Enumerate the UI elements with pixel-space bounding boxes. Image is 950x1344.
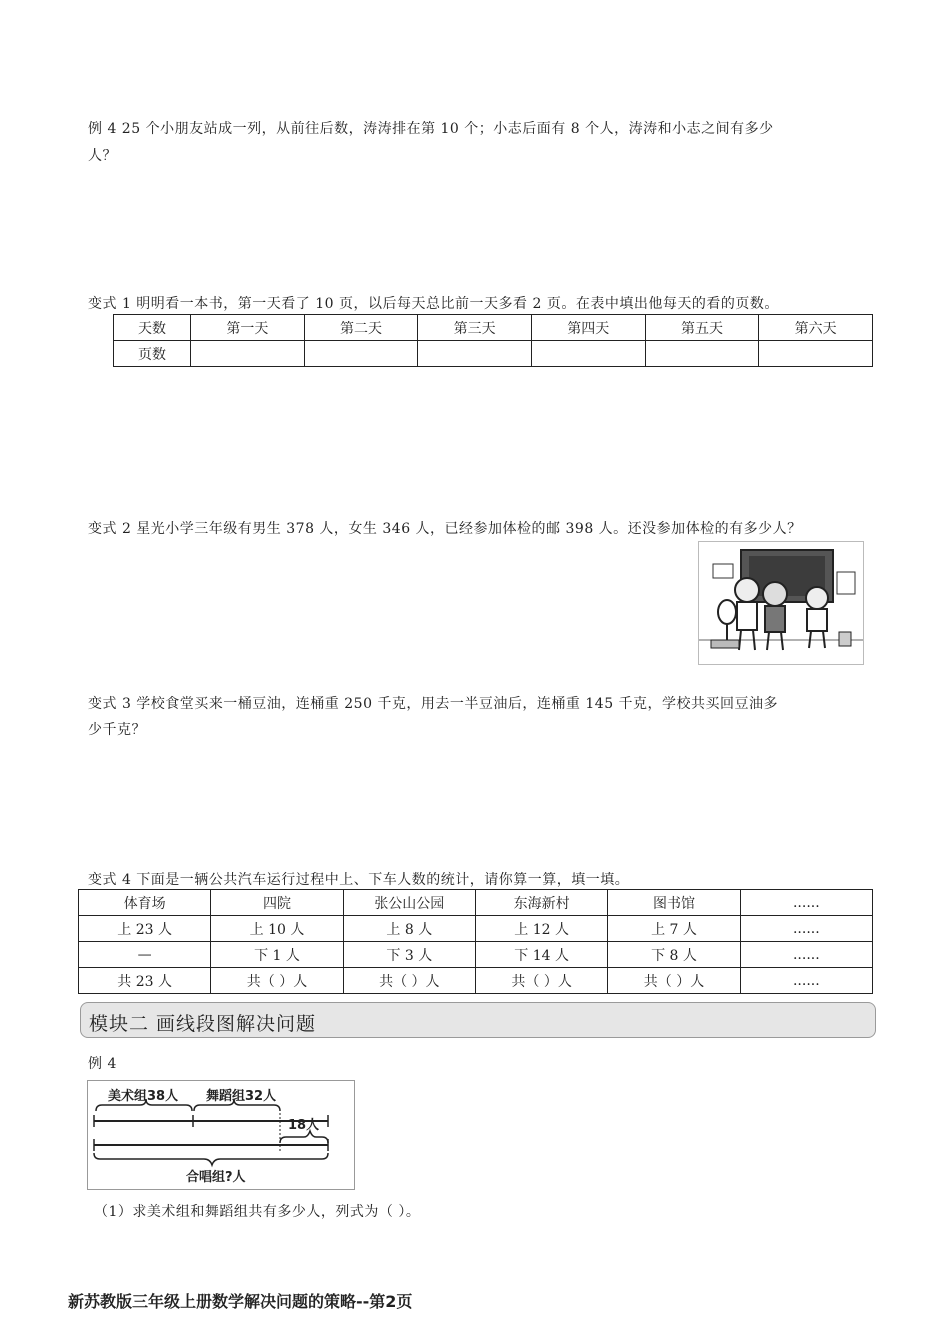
line-segment-diagram [87, 1080, 355, 1190]
table-cell: 张公山公园 [343, 890, 475, 916]
table-cell: 第五天 [645, 315, 759, 341]
variant1-text: 变式 1 明明看一本书，第一天看了 10 页，以后每天总比前一天多看 2 页。在表中填出他每天的看的页数。 [88, 296, 779, 312]
table-cell: 下 1 人 [211, 942, 343, 968]
table-cell: 第三天 [418, 315, 532, 341]
answer-cell[interactable]: 共（ ）人 [343, 968, 475, 994]
table-cell: 第一天 [191, 315, 305, 341]
answer-cell[interactable] [191, 341, 305, 367]
dance-group-label: 舞蹈组32人 [206, 1089, 277, 1104]
choir-group-label: 合唱组?人 [186, 1170, 246, 1185]
table-cell: — [79, 942, 211, 968]
table-row [114, 341, 873, 367]
answer-cell[interactable] [531, 341, 645, 367]
table-cell: 上 8 人 [343, 916, 475, 942]
table-row [79, 968, 873, 994]
table-cell: ...... [740, 890, 872, 916]
health-check-illustration [698, 541, 864, 665]
table-cell: ...... [740, 968, 872, 994]
answer-cell[interactable]: 共（ ）人 [608, 968, 740, 994]
table-cell: 上 10 人 [211, 916, 343, 942]
variant3-text-line1: 变式 3 学校食堂买来一桶豆油，连桶重 250 千克，用去一半豆油后，连桶重 145 千克，学校共买回豆油多 [88, 696, 779, 712]
page-footer: 新苏教版三年级上册数学解决问题的策略--第2页 [68, 1292, 413, 1311]
table-cell: 页数 [114, 341, 191, 367]
table-cell: 东海新村 [475, 890, 607, 916]
table-cell: 上 23 人 [79, 916, 211, 942]
table-cell: ...... [740, 942, 872, 968]
variant3-text-line2: 少千克？ [88, 722, 146, 738]
table-cell: 第二天 [304, 315, 418, 341]
table-cell: 上 7 人 [608, 916, 740, 942]
table-row [79, 942, 873, 968]
table-cell: 第四天 [531, 315, 645, 341]
table-row [114, 315, 873, 341]
question1-text: （1）求美术组和舞蹈组共有多少人，列式为（ ）。 [94, 1204, 421, 1220]
table-row [79, 890, 873, 916]
answer-cell[interactable] [759, 341, 873, 367]
table-cell: 体育场 [79, 890, 211, 916]
table-cell: 下 8 人 [608, 942, 740, 968]
table-row [79, 916, 873, 942]
table-cell: 四院 [211, 890, 343, 916]
table-cell: 第六天 [759, 315, 873, 341]
answer-cell[interactable] [304, 341, 418, 367]
variant2-text: 变式 2 星光小学三年级有男生 378 人，女生 346 人，已经参加体检的邮 398 人。还没参加体检的有多少人？ [88, 521, 802, 537]
table-cell: 天数 [114, 315, 191, 341]
module-header [80, 1002, 876, 1038]
table-cell: ...... [740, 916, 872, 942]
extra-label: 18人 [288, 1118, 320, 1133]
table-cell: 下 3 人 [343, 942, 475, 968]
answer-cell[interactable] [645, 341, 759, 367]
example4b-label: 例 4 [88, 1056, 117, 1072]
pages-table [113, 314, 873, 367]
bus-table [78, 889, 873, 994]
module-title: 模块二 画线段图解决问题 [89, 1013, 317, 1035]
example4-text-line1: 例 4 25 个小朋友站成一列，从前往后数，涛涛排在第 10 个；小志后面有 8 个人，涛涛和小志之间有多少 [88, 121, 774, 137]
answer-cell[interactable]: 共（ ）人 [475, 968, 607, 994]
table-cell: 下 14 人 [475, 942, 607, 968]
variant4-text: 变式 4 下面是一辆公共汽车运行过程中上、下车人数的统计，请你算一算，填一填。 [88, 872, 630, 888]
art-group-label: 美术组38人 [108, 1089, 179, 1104]
table-cell: 图书馆 [608, 890, 740, 916]
answer-cell[interactable] [418, 341, 532, 367]
answer-cell[interactable]: 共（ ）人 [211, 968, 343, 994]
table-cell: 共 23 人 [79, 968, 211, 994]
example4-text-line2: 人？ [88, 148, 117, 164]
table-cell: 上 12 人 [475, 916, 607, 942]
